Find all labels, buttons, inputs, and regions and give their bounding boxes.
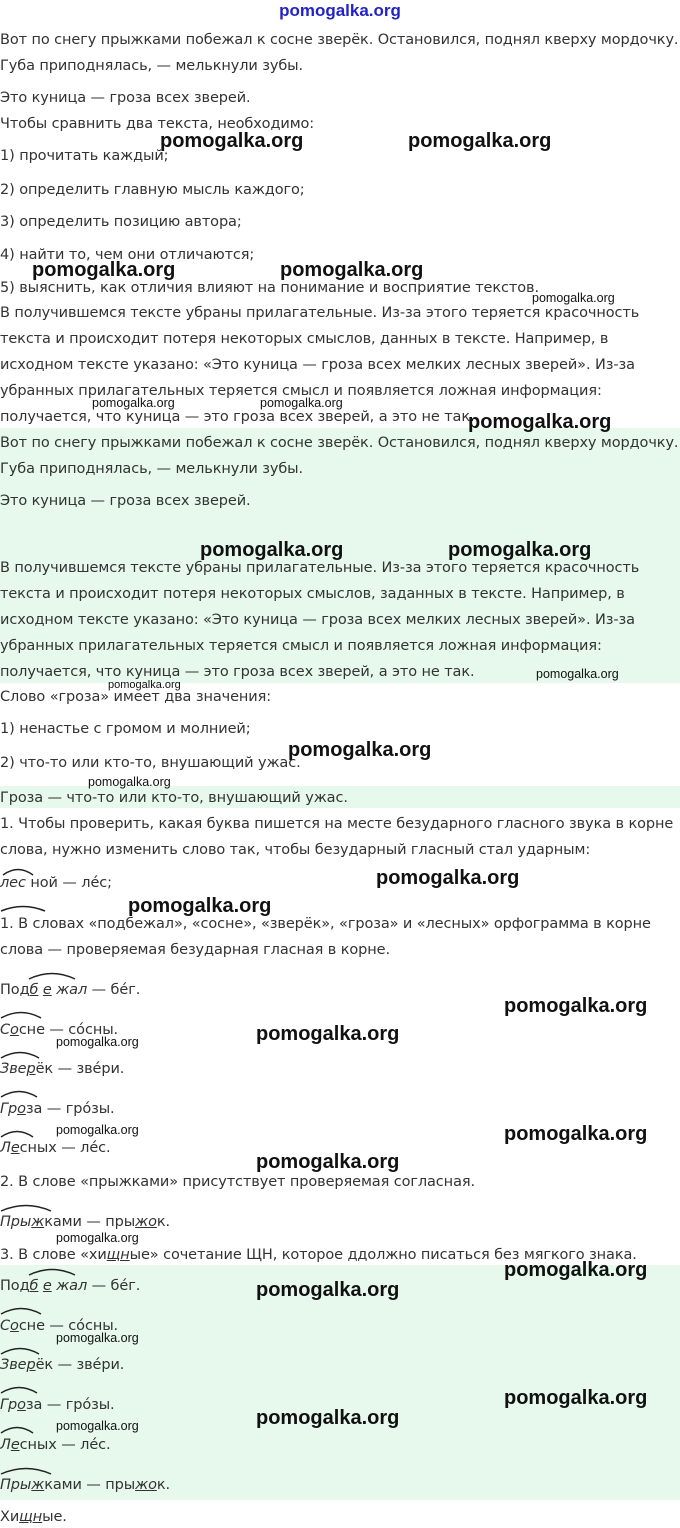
watermark: pomogalka.org — [160, 130, 304, 152]
text-line: Это куница — гроза всех зверей. — [0, 90, 251, 106]
text-line: 1) прочитать каждый; — [0, 148, 169, 164]
text-line: Вот по снегу прыжками побежал к сосне зверёк. Остановился, поднял кверху мордочку. — [0, 435, 679, 451]
root-arc-icon — [0, 1009, 42, 1019]
word-part: Зве — [0, 1061, 27, 1077]
word-part: Л — [0, 1437, 11, 1453]
word-part: Хи — [0, 1509, 20, 1525]
word-part: жо — [135, 1477, 157, 1493]
word-part: о — [17, 1101, 26, 1117]
word-part: Пры — [0, 1214, 32, 1230]
word-part: ками — [44, 1477, 82, 1493]
word-analysis — [0, 1355, 124, 1375]
word-part: сных — [19, 1140, 57, 1156]
watermark: pomogalka.org — [56, 1419, 139, 1433]
word-part: — пры — [81, 1214, 136, 1230]
text-line: Это куница — гроза всех зверей. — [0, 493, 251, 509]
word-part: Под — [0, 1278, 30, 1294]
word-analysis — [0, 1507, 67, 1527]
text-line: В получившемся тексте убраны прилагательные. Из-за этого теряется красочность — [0, 305, 640, 321]
word-part: р — [26, 1357, 36, 1373]
word-part: Зве — [0, 1357, 27, 1373]
word-part: — бе́г. — [87, 982, 141, 998]
word-part: за — [25, 1397, 43, 1413]
word-part: — зве́ри. — [53, 1357, 125, 1373]
word-analysis — [0, 1059, 124, 1079]
word-part: — ле́с. — [56, 1140, 111, 1156]
word-part: сне — [18, 1022, 45, 1038]
watermark: pomogalka.org — [504, 1387, 648, 1409]
word-analysis — [0, 1099, 115, 1119]
word-part: к. — [156, 1214, 171, 1230]
word-part: щн — [19, 1509, 43, 1525]
word-part: б — [29, 982, 39, 998]
text-line: 1. Чтобы проверить, какая буква пишется на месте безударного гласного звука в корне — [0, 816, 674, 832]
word-part: о — [17, 1397, 26, 1413]
text-line: исходном тексте указано: «Это куница — гроза всех мелких лесных зверей». Из-за — [0, 612, 635, 628]
word-part: сных — [19, 1437, 57, 1453]
word-part: за — [25, 1101, 43, 1117]
text-line: получается, что куница — это гроза всех зверей, а это не так. — [0, 664, 475, 680]
word-part: — со́сны. — [44, 1022, 119, 1038]
word-part: б — [29, 1278, 39, 1294]
text-line: получается, что куница — это гроза всех зверей, а это не так. — [0, 409, 475, 425]
root-arc-icon — [0, 1384, 38, 1394]
word-part: щн — [106, 1247, 130, 1263]
watermark: pomogalka.org — [56, 1231, 139, 1245]
watermark: pomogalka.org — [200, 539, 344, 561]
word-part: ые» сочетание ЩН, которое ддолжно писаться без мягкого знака. — [129, 1247, 637, 1263]
word-part: — со́сны. — [44, 1318, 119, 1334]
watermark: pomogalka.org — [128, 895, 272, 917]
watermark: pomogalka.org — [280, 259, 424, 281]
watermark: pomogalka.org — [108, 679, 181, 691]
root-arc-icon — [0, 1305, 42, 1315]
text-line: Чтобы сравнить два текста, необходимо: — [0, 116, 315, 132]
word-part: — гро́зы. — [42, 1397, 115, 1413]
word-part: ые. — [42, 1509, 67, 1525]
watermark: pomogalka.org — [88, 775, 171, 789]
root-arc-icon — [0, 1465, 52, 1475]
word-part: Гр — [0, 1101, 18, 1117]
word-part: жо — [135, 1214, 157, 1230]
watermark: pomogalka.org — [56, 1123, 139, 1137]
root-arc-icon — [0, 1049, 40, 1059]
root-arc-icon — [2, 866, 34, 876]
word-part: — ле́с. — [56, 1437, 111, 1453]
text-line: убранных прилагательных теряется смысл и появляется ложная информация: — [0, 638, 602, 654]
text-line: слова, нужно изменить слово так, чтобы безударный гласный стал ударным: — [0, 842, 591, 858]
watermark: pomogalka.org — [468, 411, 612, 433]
word-part: С — [0, 1318, 11, 1334]
word-part: р — [26, 1061, 36, 1077]
text-line: Губа приподнялась, — мелькнули зубы. — [0, 461, 304, 477]
word-part: ёк — [35, 1357, 54, 1373]
word-part: е — [10, 1140, 20, 1156]
root-arc-icon — [0, 1128, 34, 1138]
word-rest: ной — ле́с; — [25, 875, 112, 891]
word-part: е — [42, 982, 52, 998]
word-part: Л — [0, 1140, 11, 1156]
text-line: убранных прилагательных теряется смысл и появляется ложная информация: — [0, 383, 602, 399]
word-part: ж — [31, 1477, 45, 1493]
watermark: pomogalka.org — [448, 539, 592, 561]
watermark: pomogalka.org — [504, 1259, 648, 1281]
word-part: — пры — [81, 1477, 136, 1493]
watermark: pomogalka.org — [288, 739, 432, 761]
ending-line-icon — [0, 900, 46, 912]
site-title[interactable]: pomogalka.org — [279, 1, 401, 20]
watermark: pomogalka.org — [56, 1035, 139, 1049]
text-line: Губа приподнялась, — мелькнули зубы. — [0, 58, 304, 74]
text-line: 2) определить главную мысль каждого; — [0, 182, 305, 198]
watermark: pomogalka.org — [256, 1279, 400, 1301]
word-part: к. — [156, 1477, 171, 1493]
text-line: Гроза — что-то или кто-то, внушающий ужас. — [0, 790, 348, 806]
word-analysis — [0, 1212, 170, 1232]
word-analysis — [0, 980, 140, 1000]
watermark: pomogalka.org — [56, 1331, 139, 1345]
watermark: pomogalka.org — [32, 259, 176, 281]
text-line: Слово «гроза» имеет два значения: — [0, 689, 272, 705]
word-part: С — [0, 1022, 11, 1038]
watermark: pomogalka.org — [532, 291, 615, 305]
watermark: pomogalka.org — [504, 995, 648, 1017]
text-line: 1) ненастье с громом и молнией; — [0, 721, 251, 737]
word-part: е — [10, 1437, 20, 1453]
word-part: о — [10, 1318, 19, 1334]
word-part: о — [10, 1022, 19, 1038]
word-part: е — [42, 1278, 52, 1294]
word-part: ж — [31, 1214, 45, 1230]
word-analysis — [0, 1435, 111, 1455]
text-line: слова — проверяемая безударная гласная в корне. — [0, 942, 390, 958]
word-part: жал — [56, 1278, 88, 1294]
watermark: pomogalka.org — [256, 1151, 400, 1173]
root-arc-icon — [28, 970, 76, 980]
watermark: pomogalka.org — [376, 867, 520, 889]
watermark: pomogalka.org — [256, 1407, 400, 1429]
watermark: pomogalka.org — [256, 1023, 400, 1045]
word-part: сне — [18, 1318, 45, 1334]
word-analysis — [0, 873, 112, 893]
root-arc-icon — [0, 1345, 40, 1355]
word-part: — зве́ри. — [53, 1061, 125, 1077]
text-line: текста и происходит потеря некоторых смыслов, заданных в тексте. Например, в — [0, 586, 625, 602]
watermark: pomogalka.org — [504, 1123, 648, 1145]
word-part: Гр — [0, 1397, 18, 1413]
word-part: ёк — [35, 1061, 54, 1077]
word-analysis — [0, 1475, 170, 1495]
word-analysis — [0, 1138, 111, 1158]
root-arc-icon — [0, 1088, 38, 1098]
root-arc-icon — [0, 1202, 52, 1212]
root-arc-icon — [0, 1424, 34, 1434]
word-part: жал — [56, 982, 88, 998]
word-root: лес — [0, 875, 26, 891]
text-line: 2) что-то или кто-то, внушающий ужас. — [0, 755, 301, 771]
watermark: pomogalka.org — [536, 667, 619, 681]
word-part: 3. В слове «хи — [0, 1247, 107, 1263]
text-line: Вот по снегу прыжками побежал к сосне зверёк. Остановился, поднял кверху мордочку. — [0, 32, 679, 48]
text-line: текста и происходит потеря некоторых смыслов, данных в тексте. Например, в — [0, 331, 609, 347]
word-analysis — [0, 1276, 140, 1296]
root-arc-icon — [28, 1266, 76, 1276]
text-line: 4) найти то, чем они отличаются; — [0, 247, 255, 263]
watermark: pomogalka.org — [260, 396, 343, 410]
text-line: 2. В слове «прыжками» присутствует проверяемая согласная. — [0, 1174, 475, 1190]
text-line: исходном тексте указано: «Это куница — гроза всех мелких лесных зверей». Из-за — [0, 357, 635, 373]
word-analysis — [0, 1395, 115, 1415]
text-line: 1. В словах «подбежал», «сосне», «зверёк», «гроза» и «лесных» орфограмма в корне — [0, 916, 651, 932]
word-part: ками — [44, 1214, 82, 1230]
word-part: — гро́зы. — [42, 1101, 115, 1117]
text-line: 5) выяснить, как отличия влияют на понимание и восприятие текстов. — [0, 280, 539, 296]
text-line: 3) определить позицию автора; — [0, 214, 242, 230]
text-line: В получившемся тексте убраны прилагательные. Из-за этого теряется красочность — [0, 560, 640, 576]
word-part: — бе́г. — [87, 1278, 141, 1294]
watermark: pomogalka.org — [408, 130, 552, 152]
word-part: Под — [0, 982, 30, 998]
word-part: Пры — [0, 1477, 32, 1493]
watermark: pomogalka.org — [92, 396, 175, 410]
